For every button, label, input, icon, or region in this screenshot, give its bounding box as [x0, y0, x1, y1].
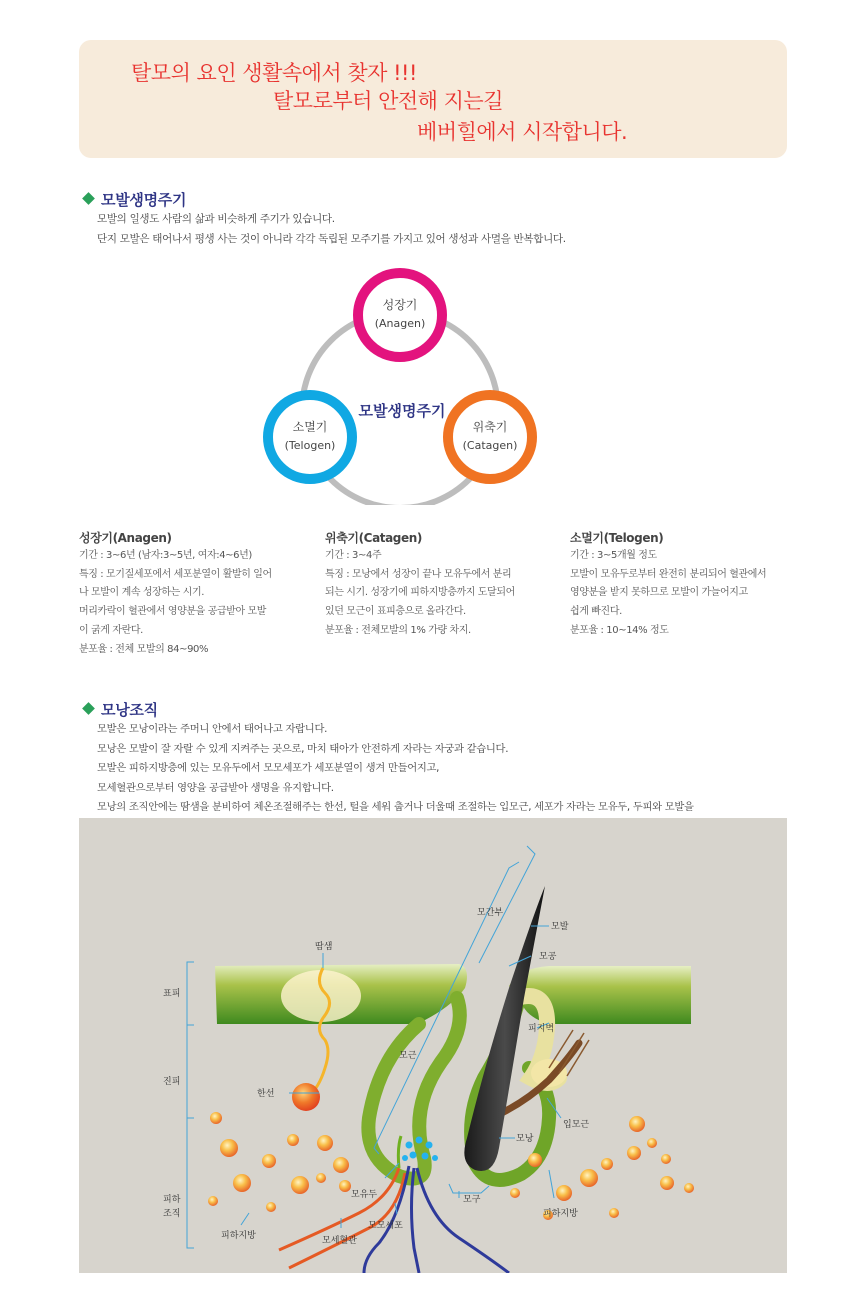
subcutis-bracket — [187, 1118, 194, 1248]
description-line: 단지 모발은 태어나서 평생 사는 것이 아니라 각각 독립된 모주기를 가지고 있어 생성과 사멸을 반복합니다. — [97, 232, 566, 245]
subcutis-label-1: 피하 — [163, 1195, 181, 1205]
hair-cycle-diagram — [250, 265, 550, 505]
label-hair-root: 모근 — [399, 1051, 417, 1061]
growth-label: 성장기 — [382, 298, 418, 312]
banner-line-1: 탈모의 요인 생활속에서 찾자 !!! — [131, 61, 417, 85]
phase-title: 성장기(Anagen) — [79, 531, 172, 545]
label-matrix-cell: 모모세포 — [368, 1221, 403, 1231]
telogen-phase-circle — [268, 395, 352, 479]
subcutis-label-2: 조직 — [163, 1209, 181, 1219]
phase-title: 소멸기(Telogen) — [570, 531, 664, 545]
intro-banner — [79, 40, 787, 158]
sweat-gland-ball — [292, 1083, 320, 1111]
description-line: 모낭은 모발이 잘 자랄 수 있게 지켜주는 곳으로, 마치 태아가 안전하게 자라는 자궁과 같습니다. — [97, 742, 509, 755]
phase-line: 되는 시기. 성장기에 피하지방층까지 도달되어 — [325, 587, 515, 599]
catagen-label-en: (Catagen) — [462, 439, 518, 452]
label-pore: 모공 — [539, 952, 557, 962]
follicle-illustration — [79, 818, 787, 1273]
label-hair: 모발 — [551, 922, 569, 932]
hair-cycle-graphic — [250, 265, 550, 505]
fat-droplets — [208, 1112, 694, 1220]
label-follicle: 모낭 — [516, 1134, 534, 1144]
epidermis-bracket — [187, 962, 194, 1025]
bulb-bracket — [449, 1184, 489, 1193]
description-line: 모세혈관으로부터 영양을 공급받아 생명을 유지합니다. — [97, 781, 334, 794]
phase-catagen — [325, 529, 555, 641]
catagen-label: 위축기 — [472, 420, 508, 434]
phase-line: 특징 : 모낭에서 성장이 끝나 모유두에서 분리 — [325, 568, 512, 580]
phase-title: 위축기(Catagen) — [325, 531, 422, 545]
phase-line: 있던 모근이 표피층으로 올라간다. — [325, 606, 466, 618]
phase-line: 분포율 : 10~14% 정도 — [570, 624, 669, 636]
growth-label-en: (Anagen) — [374, 317, 426, 330]
telogen-label-en: (Telogen) — [284, 439, 336, 452]
phase-line: 특징 : 모기질세포에서 세포분열이 활발히 일어 — [79, 568, 272, 580]
banner-line-3: 베버힐에서 시작합니다. — [417, 120, 628, 144]
cycle-center-title: 모발생명주기 — [358, 402, 446, 420]
follicle-wall-left — [368, 998, 459, 1179]
label-sweat-duct: 땀샘 — [315, 942, 333, 952]
growth-phase-circle — [358, 273, 442, 357]
phase-line: 분포율 : 전체 모발의 84~90% — [79, 643, 209, 655]
phase-telogen — [570, 529, 800, 641]
phase-line: 이 굵게 자란다. — [79, 624, 143, 636]
dermis-bracket — [187, 1025, 194, 1118]
section-title-text: 모발생명주기 — [101, 191, 187, 209]
section-title-hair-cycle — [82, 189, 186, 210]
label-papilla: 모유두 — [351, 1190, 378, 1200]
label-sweat-gland: 한선 — [257, 1089, 275, 1099]
diamond-bullet-icon — [82, 192, 95, 205]
description-line: 모발은 모낭이라는 주머니 안에서 태어나고 자랍니다. — [97, 723, 328, 735]
phase-line: 영양분을 받지 못하므로 모발이 가늘어지고 — [570, 587, 748, 599]
phase-line: 머리카락이 혈관에서 영양분을 공급받아 모발 — [79, 606, 267, 618]
description-line: 모발은 피하지방층에 있는 모유두에서 모모세포가 세포분열이 생겨 만들어지고, — [97, 762, 440, 774]
phase-line: 기간 : 3~4주 — [325, 550, 382, 561]
diamond-bullet-icon — [82, 702, 95, 715]
label-capillary: 모세혈관 — [322, 1236, 357, 1246]
label-bulb: 모구 — [463, 1195, 481, 1205]
catagen-phase-circle — [448, 395, 532, 479]
section-title-follicle — [82, 699, 158, 720]
hair-follicle-diagram — [79, 818, 787, 1273]
label-hair-shaft: 모간부 — [477, 908, 504, 918]
banner-line-2: 탈모로부터 안전해 지는길 — [273, 89, 503, 113]
label-fat-left: 피하지방 — [221, 1231, 256, 1241]
epidermis-label: 표피 — [163, 989, 181, 999]
phase-line: 모발이 모유두로부터 완전히 분리되어 혈관에서 — [570, 568, 767, 580]
label-sebaceous: 피지벽 — [528, 1024, 555, 1034]
phase-line: 쉽게 빠진다. — [570, 606, 622, 618]
telogen-label: 소멸기 — [292, 420, 328, 434]
label-arrector: 입모근 — [563, 1120, 590, 1130]
phase-line: 분포율 : 전체모발의 1% 가량 차지. — [325, 624, 471, 636]
label-fat-right: 피하지방 — [543, 1209, 578, 1219]
section-description — [97, 210, 566, 249]
description-line: 모발의 일생도 사람의 삶과 비슷하게 주기가 있습니다. — [97, 213, 335, 225]
phase-line: 기간 : 3~6년 (남자:3~5년, 여자:4~6년) — [79, 550, 252, 561]
phase-line: 기간 : 3~5개월 정도 — [570, 550, 657, 561]
section-title-text: 모낭조직 — [101, 701, 158, 719]
dermis-label: 진피 — [163, 1077, 181, 1087]
description-line: 모낭의 조직안에는 땀샘을 분비하여 체온조절해주는 한선, 털을 세워 춥거나 더울때 조절하는 입모근, 세포가 자라는 모유두, 두피와 모발을 — [97, 801, 694, 813]
phase-line: 나 모발이 계속 성장하는 시기. — [79, 587, 205, 599]
phase-anagen — [79, 529, 309, 659]
